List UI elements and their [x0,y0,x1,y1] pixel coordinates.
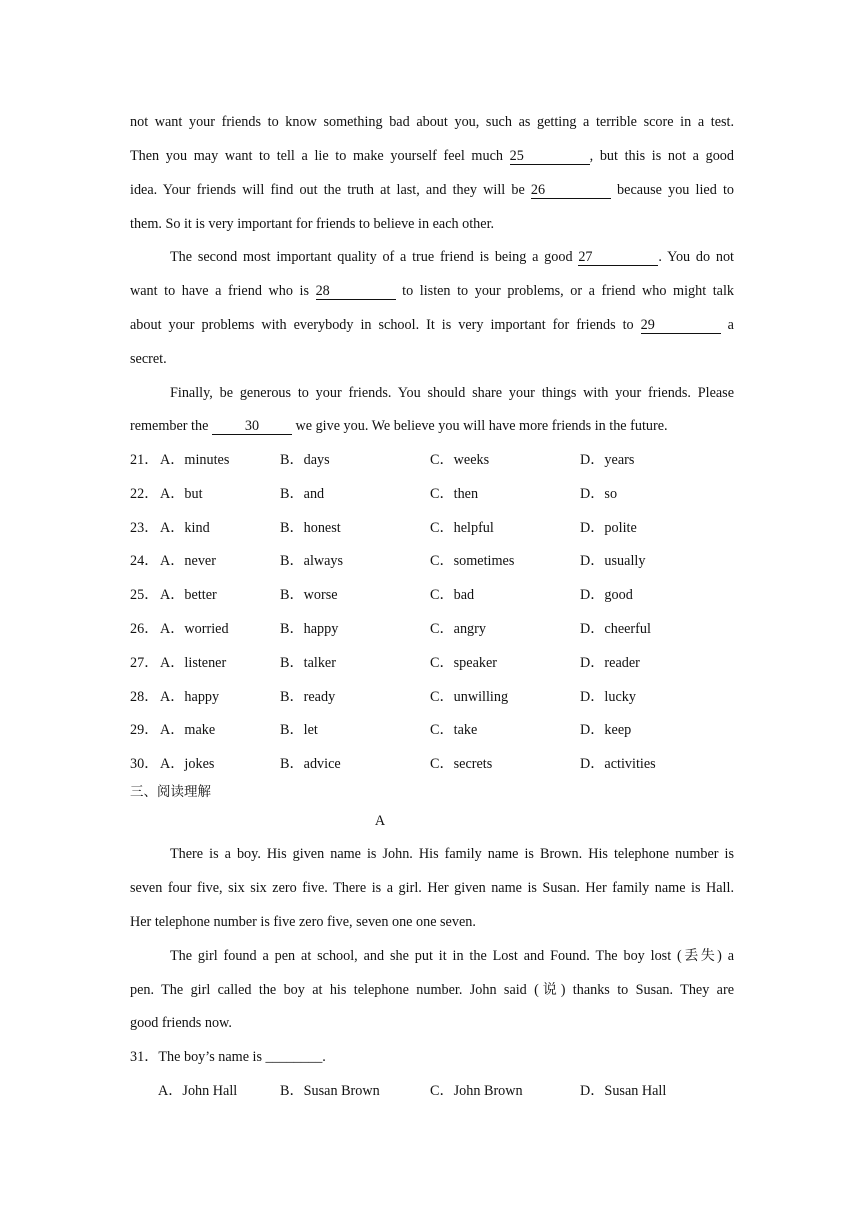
question-number: 24． [130,553,159,569]
passage-line [130,349,734,369]
option-c: C．John Brown [430,1083,523,1099]
option-d: D．lucky [580,689,636,705]
cloze-blank: 29 [641,317,721,334]
passage-a-line: Her telephone number is five zero five, seven one one seven. [130,914,476,930]
option-a: A．never [160,553,216,569]
question-row [130,551,750,571]
question-row [130,518,750,538]
passage-line [130,281,734,301]
option-c: C．sometimes [430,553,515,569]
passage-a-line: seven four five, six six zero five. There is a girl. Her given name is Susan. Her family name is Hall. [130,880,734,896]
option-a: A．listener [160,655,227,671]
passage-line [130,247,734,267]
passage-line [130,214,734,234]
option-c: C．bad [430,587,475,603]
section-heading: 三、阅读理解 [130,784,211,800]
passage-text: Then you may want to tell a lie to make yourself feel much [130,148,510,164]
question-number: 25． [130,587,159,603]
option-b: B．always [280,553,344,569]
option-b: B．and [280,486,325,502]
passage-text: remember the [130,418,212,434]
option-d: D．polite [580,520,637,536]
option-c: C．unwilling [430,689,509,705]
question-row [130,619,750,639]
passage-a-line: The girl found a pen at school, and she put it in the Lost and Found. The boy lost (丢失) a [170,948,734,964]
question-row [130,484,750,504]
cloze-blank: 28 [316,283,396,300]
passage-label: A [374,813,386,829]
question-number: 21． [130,452,159,468]
option-a: A．make [160,722,216,738]
question-row [130,687,750,707]
cloze-blank: 27 [578,249,658,266]
option-b: B．advice [280,756,341,772]
option-c: C．helpful [430,520,494,536]
passage-text: we give you. We believe you will have more friends in the future. [291,418,668,434]
option-b: B．ready [280,689,336,705]
option-a: A．happy [160,689,220,705]
option-b: B．worse [280,587,338,603]
option-c: C．secrets [430,756,493,772]
option-a: A．jokes [160,756,215,772]
cloze-blank: 30 [212,418,292,435]
question-number: 22． [130,486,159,502]
passage-line [130,112,734,132]
question-number: 30． [130,756,159,772]
question-31-stem: 31．The boy’s name is ________. [130,1049,326,1065]
option-a: A．John Hall [158,1083,238,1099]
cloze-blank: 26 [531,182,611,199]
option-d: D．good [580,587,633,603]
option-a: A．but [160,486,203,502]
option-d: D．years [580,452,635,468]
passage-text: , but this is not a good [589,148,734,164]
passage-text: idea. Your friends will find out the truth at last, and they will be [130,182,531,198]
passage-text: them. So it is very important for friends to believe in each other. [130,216,495,232]
option-d: D．activities [580,756,656,772]
passage-text: The second most important quality of a true friend is being a good [170,249,579,265]
passage-text: Finally, be generous to your friends. You should share your things with your friends. Please [170,385,734,401]
option-d: D．reader [580,655,640,671]
question-31-options [130,1081,750,1101]
option-c: C．then [430,486,479,502]
option-b: B．happy [280,621,339,637]
passage-text: a [720,317,734,333]
option-d: D．cheerful [580,621,651,637]
option-a: A．minutes [160,452,230,468]
option-b: B．let [280,722,318,738]
option-c: C．speaker [430,655,497,671]
option-a: A．worried [160,621,229,637]
question-number: 26． [130,621,159,637]
question-row [130,754,750,774]
passage-a-line: good friends now. [130,1015,232,1031]
passage-text: . You do not [658,249,734,265]
passage-line [130,315,734,335]
option-b: B．days [280,452,330,468]
passage-line [130,383,734,403]
passage-a-line: There is a boy. His given name is John. His family name is Brown. His telephone number is [170,846,734,862]
question-number: 23． [130,520,159,536]
question-number: 28． [130,689,159,705]
question-row [130,450,750,470]
option-d: D．usually [580,553,646,569]
passage-text: because you lied to [610,182,734,198]
passage-a-line: pen. The girl called the boy at his telephone number. John said (说) thanks to Susan. They are [130,982,734,998]
option-b: B．Susan Brown [280,1083,380,1099]
passage-text: about your problems with everybody in school. It is very important for friends to [130,317,641,333]
question-row [130,720,750,740]
option-d: D．Susan Hall [580,1083,667,1099]
passage-text: want to have a friend who is [130,283,316,299]
question-number: 29． [130,722,159,738]
passage-line [130,146,734,166]
passage-line [130,416,734,436]
cloze-blank: 25 [510,148,590,165]
option-c: C．weeks [430,452,490,468]
question-row [130,585,750,605]
passage-text: to listen to your problems, or a friend who might talk [395,283,735,299]
option-c: C．take [430,722,478,738]
question-row [130,653,750,673]
option-b: B．talker [280,655,336,671]
option-a: A．kind [160,520,210,536]
option-a: A．better [160,587,217,603]
passage-text: not want your friends to know something bad about you, such as getting a terrible score in a test. [130,114,734,130]
passage-text: secret. [130,351,167,367]
option-b: B．honest [280,520,341,536]
question-number: 27． [130,655,159,671]
option-d: D．so [580,486,618,502]
passage-line [130,180,734,200]
option-d: D．keep [580,722,632,738]
option-c: C．angry [430,621,486,637]
